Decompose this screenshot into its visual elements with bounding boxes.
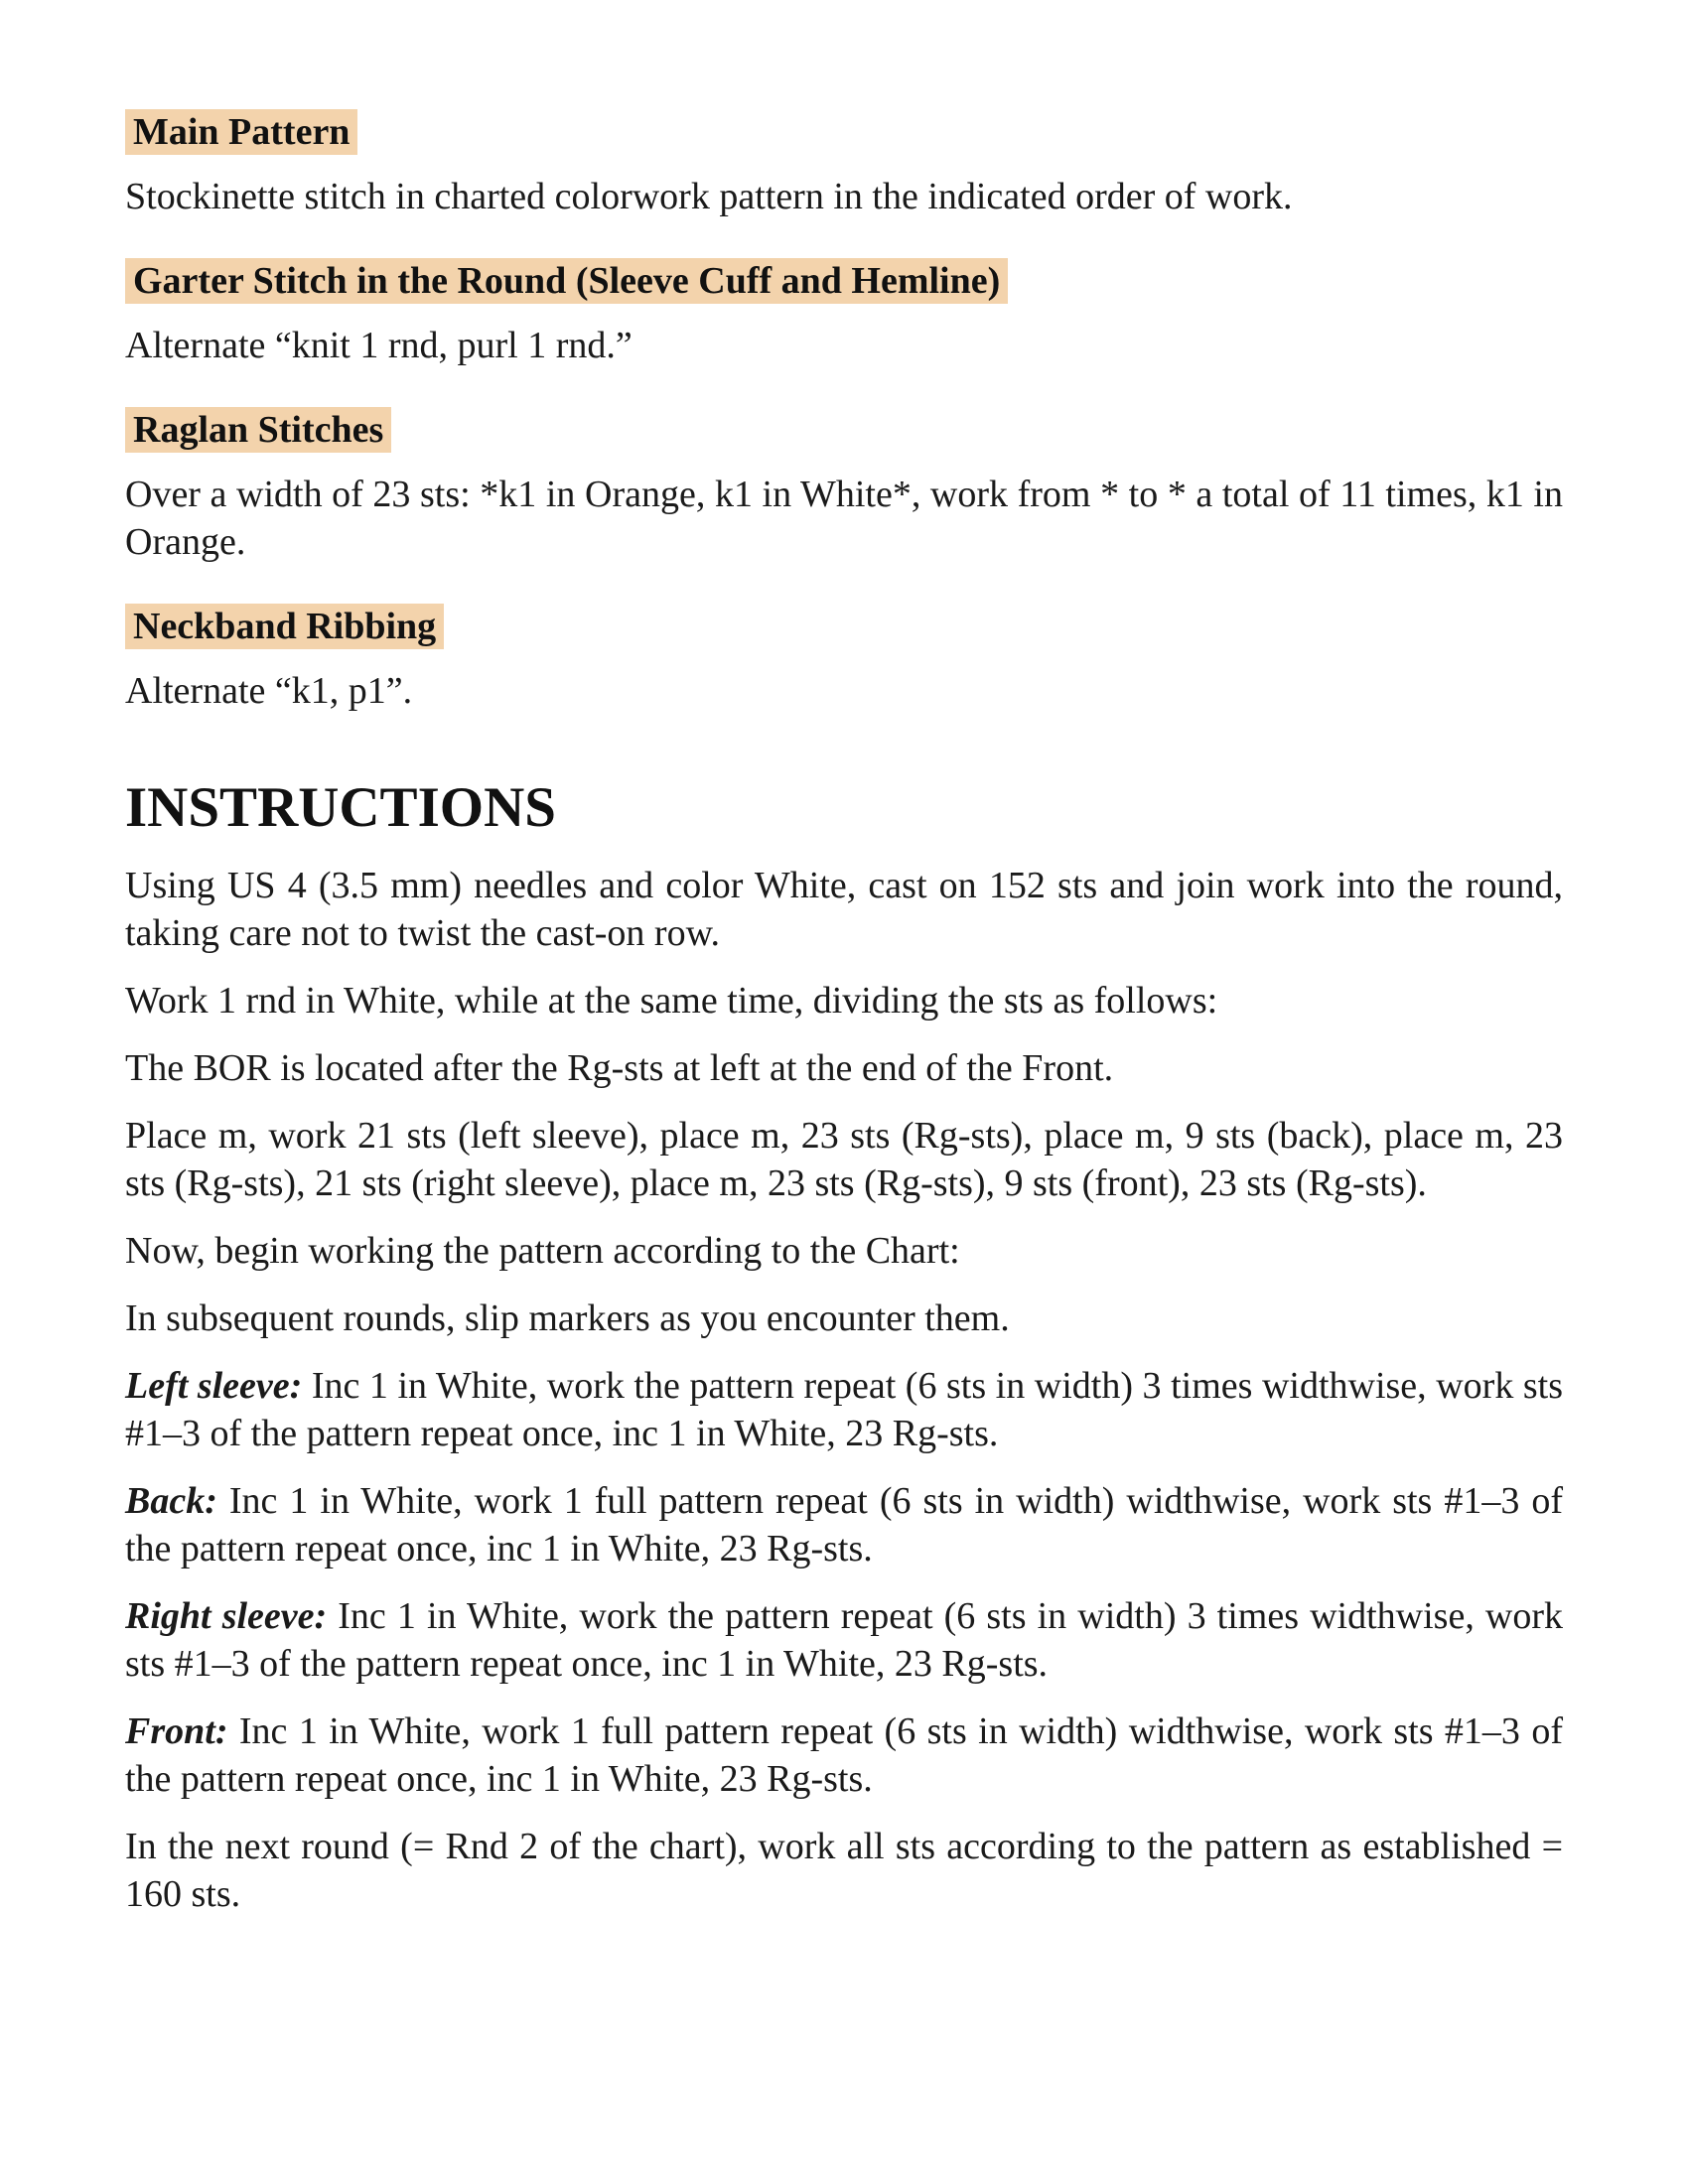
part-text: Inc 1 in White, work the pattern repeat (6 sts in width) 3 times widthwise, work sts #1–3 of the pattern repeat once, inc 1 in White, 23 Rg-sts. xyxy=(125,1595,1564,1685)
part-text: Inc 1 in White, work the pattern repeat (6 sts in width) 3 times widthwise, work sts #1–3 of the pattern repeat once, inc 1 in White, 23 Rg-sts. xyxy=(125,1365,1563,1454)
part-text: Inc 1 in White, work 1 full pattern repeat (6 sts in width) widthwise, work sts #1–3 of the pattern repeat once, inc 1 in White, 23 Rg-sts. xyxy=(125,1480,1563,1570)
instruction-closing: In the next round (= Rnd 2 of the chart), work all sts according to the pattern as established = 160 sts. xyxy=(125,1826,1563,1915)
instruction-paragraph: The BOR is located after the Rg-sts at left at the end of the Front. xyxy=(125,1047,1114,1089)
instruction-part-right-sleeve xyxy=(125,1592,1563,1688)
part-lead: Front: xyxy=(125,1710,228,1752)
section-heading: Garter Stitch in the Round (Sleeve Cuff and Hemline) xyxy=(125,258,1008,304)
instructions-title: INSTRUCTIONS xyxy=(125,776,556,839)
section-body: Stockinette stitch in charted colorwork pattern in the indicated order of work. xyxy=(125,176,1293,217)
instruction-paragraph: Place m, work 21 sts (left sleeve), place m, 23 sts (Rg-sts), place m, 9 sts (back), place m, 23 sts (Rg-sts), 21 sts (right sleeve), place m, 23 sts (Rg-sts), 9 sts (front), 23 sts (Rg-sts). xyxy=(125,1115,1563,1204)
instruction-part-left-sleeve xyxy=(125,1362,1563,1457)
section-body: Alternate “k1, p1”. xyxy=(125,670,413,712)
part-text: Inc 1 in White, work 1 full pattern repeat (6 sts in width) widthwise, work sts #1–3 of the pattern repeat once, inc 1 in White, 23 Rg-sts. xyxy=(125,1710,1563,1800)
part-lead: Right sleeve: xyxy=(125,1595,328,1637)
section-body: Alternate “knit 1 rnd, purl 1 rnd.” xyxy=(125,325,633,366)
instruction-part-front xyxy=(125,1707,1563,1803)
section-heading: Main Pattern xyxy=(125,109,357,155)
instruction-paragraph: Using US 4 (3.5 mm) needles and color White, cast on 152 sts and join work into the round, taking care not to twist the cast-on row. xyxy=(125,865,1563,954)
section-garter-stitch xyxy=(125,258,1563,369)
section-heading: Neckband Ribbing xyxy=(125,604,444,649)
section-neckband-ribbing xyxy=(125,604,1563,715)
instruction-paragraph: Now, begin working the pattern according to the Chart: xyxy=(125,1230,960,1272)
section-body: Over a width of 23 sts: *k1 in Orange, k1 in White*, work from * to * a total of 11 times, k1 in Orange. xyxy=(125,474,1563,563)
section-heading: Raglan Stitches xyxy=(125,407,391,453)
section-main-pattern xyxy=(125,109,1563,220)
instruction-paragraph: In subsequent rounds, slip markers as you encounter them. xyxy=(125,1297,1010,1339)
part-lead: Back: xyxy=(125,1480,217,1522)
instruction-part-back xyxy=(125,1477,1563,1572)
section-raglan-stitches xyxy=(125,407,1563,566)
part-lead: Left sleeve: xyxy=(125,1365,303,1407)
instruction-paragraph: Work 1 rnd in White, while at the same time, dividing the sts as follows: xyxy=(125,980,1218,1022)
